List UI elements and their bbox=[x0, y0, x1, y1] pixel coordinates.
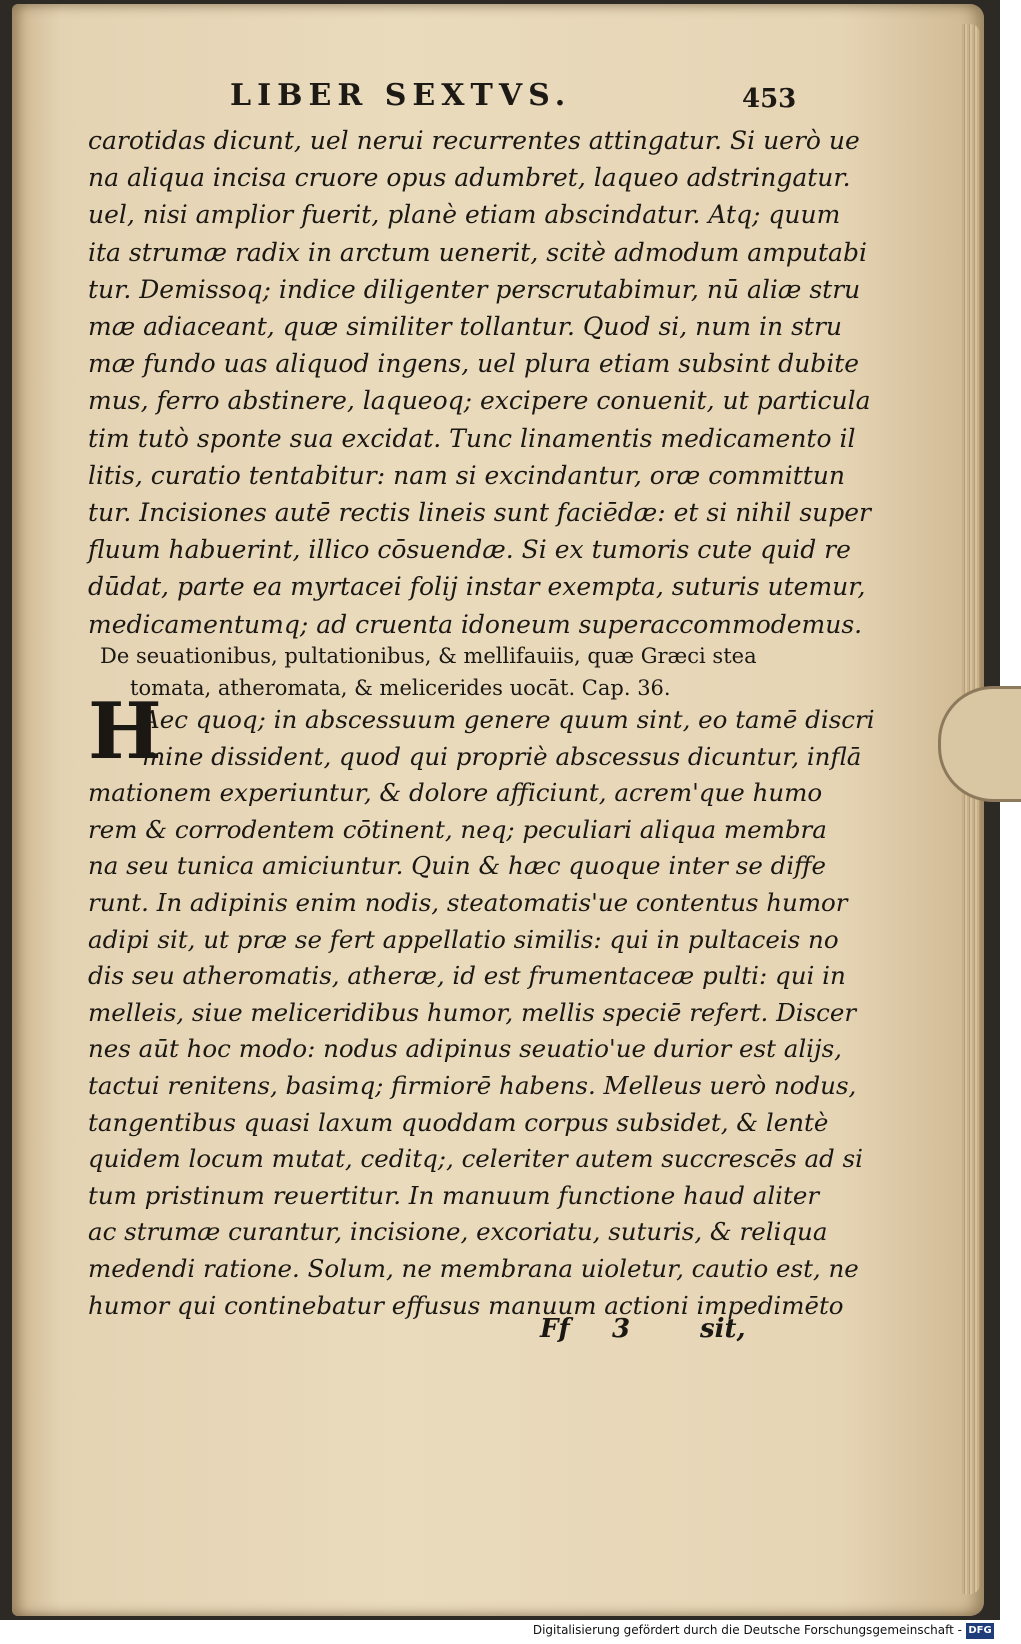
text-line: mus, ferro abstinere, laqueoq; excipere conuenit, ut particula bbox=[88, 386, 871, 416]
text-line: tim tutò sponte sua excidat. Tunc linamentis medicamento il bbox=[88, 423, 856, 453]
text-line: fluum habuerint, illico cōsuendæ. Si ex tumoris cute quid re bbox=[88, 535, 851, 565]
text-line: tactui renitens, basimq; firmiorē habens. Melleus uerò nodus, bbox=[88, 1070, 857, 1100]
dfg-logo: DFG bbox=[966, 1623, 994, 1639]
text-line: na aliqua incisa cruore opus adumbret, laqueo adstringatur. bbox=[88, 163, 851, 193]
text-line: mine dissident, quod qui propriè abscessus dicuntur, inflā bbox=[142, 741, 862, 771]
catchword: sit, bbox=[700, 1314, 746, 1344]
text-line: Aec quoq; in abscessuum genere quum sint, eo tamē discri bbox=[142, 705, 875, 734]
running-title: LIBER SEXTVS. bbox=[230, 78, 572, 113]
funding-credit: Digitalisierung gefördert durch die Deutsche Forschungsgemeinschaft - bbox=[532, 1623, 962, 1637]
text-line: quidem locum mutat, ceditq;, celeriter autem succrescēs ad si bbox=[88, 1144, 863, 1174]
text-line: tur. Demissoq; indice diligenter perscrutabimur, nū aliæ stru bbox=[88, 274, 861, 304]
signature-mark: Ff bbox=[540, 1314, 570, 1344]
text-line: tur. Incisiones autē rectis lineis sunt faciēdæ: et si nihil super bbox=[88, 498, 872, 528]
chapter-heading-line-1: De seuationibus, pultationibus, & mellifauiis, quæ Græci stea bbox=[100, 644, 757, 668]
page-edge bbox=[962, 24, 980, 1594]
text-line: tangentibus quasi laxum quoddam corpus subsidet, & lentè bbox=[88, 1107, 829, 1137]
text-line: adipi sit, ut præ se fert appellatio similis: qui in pultaceis no bbox=[88, 924, 839, 954]
text-line: mæ adiaceant, quæ similiter tollantur. Quod si, num in stru bbox=[88, 312, 842, 342]
text-line: dūdat, parte ea myrtacei folij instar exempta, suturis utemur, bbox=[88, 572, 866, 602]
text-line: carotidas dicunt, uel nerui recurrentes attingatur. Si uerò ue bbox=[88, 126, 860, 155]
text-line: rem & corrodentem cōtinent, neq; peculiari aliqua membra bbox=[88, 814, 827, 844]
text-line: litis, curatio tentabitur: nam si excindantur, oræ committun bbox=[88, 460, 845, 490]
drop-cap: H bbox=[88, 686, 162, 777]
text-line: ita strumæ radix in arctum uenerit, scitè admodum amputabi bbox=[88, 237, 867, 267]
chapter-heading-line-2: tomata, atheromata, & melicerides uocāt. Cap. 36. bbox=[130, 676, 671, 700]
text-line: tum pristinum reuertitur. In manuum functione haud aliter bbox=[88, 1180, 820, 1210]
text-line: medicamentumq; ad cruenta idoneum superaccommodemus. bbox=[88, 609, 863, 639]
footer-bar bbox=[0, 1620, 1000, 1644]
text-line: runt. In adipinis enim nodis, steatomatis'ue contentus humor bbox=[88, 887, 848, 917]
folio-number: 453 bbox=[742, 84, 797, 114]
text-line: dis seu atheromatis, atheræ, id est frumentaceæ pulti: qui in bbox=[88, 961, 846, 991]
text-line: ac strumæ curantur, incisione, excoriatu, suturis, & reliqua bbox=[88, 1217, 828, 1247]
signature-number: 3 bbox=[612, 1314, 631, 1344]
paragraph-1 bbox=[88, 122, 872, 643]
text-line: medendi ratione. Solum, ne membrana uioletur, cautio est, ne bbox=[88, 1253, 859, 1283]
text-line: uel, nisi amplior fuerit, planè etiam abscindatur. Atq; quum bbox=[88, 200, 841, 230]
text-line: humor qui continebatur effusus manuum actioni impedimēto bbox=[88, 1290, 844, 1320]
text-line: nes aūt hoc modo: nodus adipinus seuatio'ue durior est alijs, bbox=[88, 1034, 842, 1064]
text-line: mationem experiuntur, & dolore afficiunt, acrem'que humo bbox=[88, 778, 823, 808]
text-line: mæ fundo uas aliquod ingens, uel plura etiam subsint dubite bbox=[88, 349, 860, 379]
text-line: melleis, siue meliceridibus humor, mellis speciē refert. Discer bbox=[88, 997, 857, 1027]
text-line: na seu tunica amiciuntur. Quin & hæc quoque inter se diffe bbox=[88, 851, 827, 881]
chapter-heading bbox=[100, 640, 790, 704]
